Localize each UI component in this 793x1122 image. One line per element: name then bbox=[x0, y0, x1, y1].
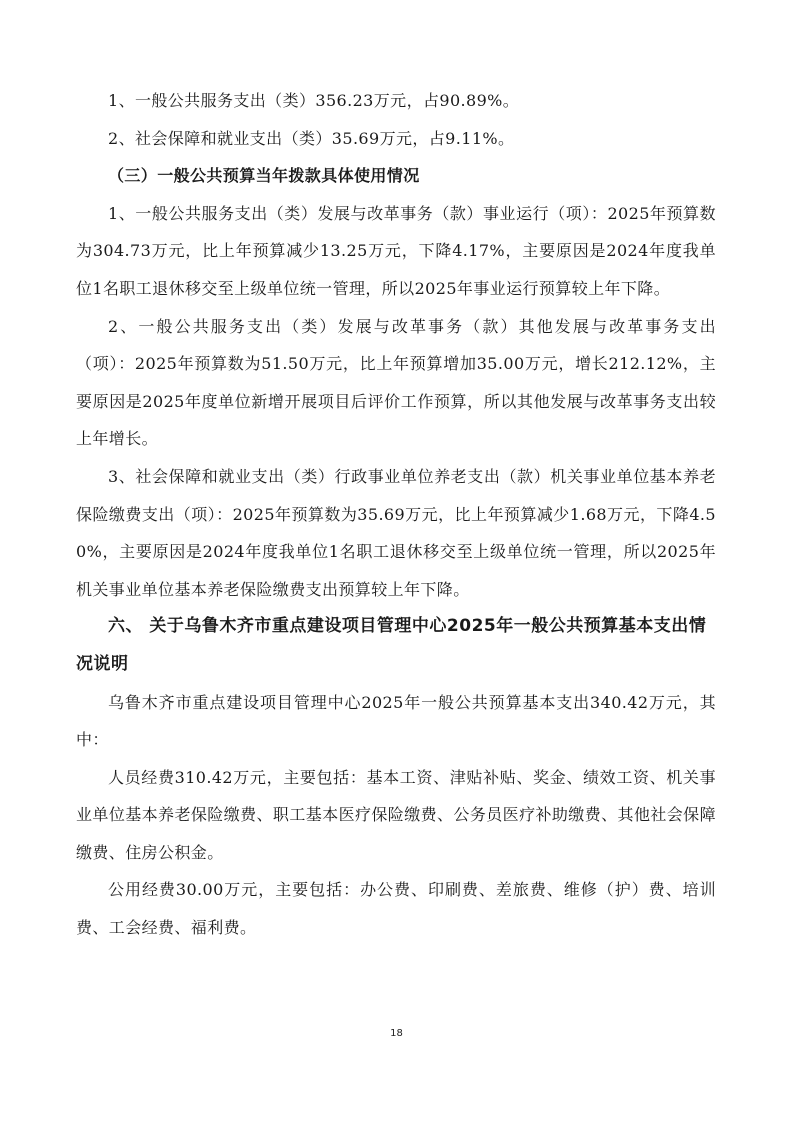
page-number: 18 bbox=[390, 1028, 403, 1039]
paragraph-other-reform-item: 2、一般公共服务支出（类）发展与改革事务（款）其他发展与改革事务支出（项）：2025年预算数为51.50万元，比上年预算增加35.00万元，增长212.12%，主要原因是2025年度单位新增开展项目后评价工作预算，所以其他发展与改革事务支出较上年增长。 bbox=[76, 316, 716, 449]
paragraph-social-security: 2、社会保障和就业支出（类）35.69万元，占9.11%。 bbox=[108, 128, 515, 148]
document-body bbox=[76, 82, 716, 947]
paragraph-personnel-expenses: 人员经费310.42万元，主要包括：基本工资、津贴补贴、奖金、绩效工资、机关事业单位基本养老保险缴费、职工基本医疗保险缴费、公务员医疗补助缴费、其他社会保障缴费、住房公积金。 bbox=[76, 767, 716, 862]
subheading-appropriation-usage: （三）一般公共预算当年拨款具体使用情况 bbox=[108, 166, 420, 186]
paragraph-general-public-services: 1、一般公共服务支出（类）356.23万元，占90.89%。 bbox=[108, 91, 520, 110]
paragraph-public-expenses: 公用经费30.00万元，主要包括：办公费、印刷费、差旅费、维修（护）费、培训费、工会经费、福利费。 bbox=[76, 880, 716, 938]
section-heading-basic-expenditure: 六、 关于乌鲁木齐市重点建设项目管理中心2025年一般公共预算基本支出情况说明 bbox=[76, 616, 707, 674]
paragraph-pension-item: 3、社会保障和就业支出（类）行政事业单位养老支出（款）机关事业单位基本养老保险缴费支出（项）：2025年预算数为35.69万元，比上年预算减少1.68万元，下降4.50%，主要原因是2024年度我单位1名职工退休移交至上级单位统一管理，所以2025年机关事业单位基本养老保险缴费支出预算较上年下降。 bbox=[76, 466, 716, 599]
paragraph-operations-item: 1、一般公共服务支出（类）发展与改革事务（款）事业运行（项）：2025年预算数为304.73万元，比上年预算减少13.25万元，下降4.17%，主要原因是2024年度我单位1名职工退休移交至上级单位统一管理，所以2025年事业运行预算较上年下降。 bbox=[76, 203, 716, 298]
paragraph-basic-expenditure-total: 乌鲁木齐市重点建设项目管理中心2025年一般公共预算基本支出340.42万元，其中： bbox=[76, 692, 716, 750]
